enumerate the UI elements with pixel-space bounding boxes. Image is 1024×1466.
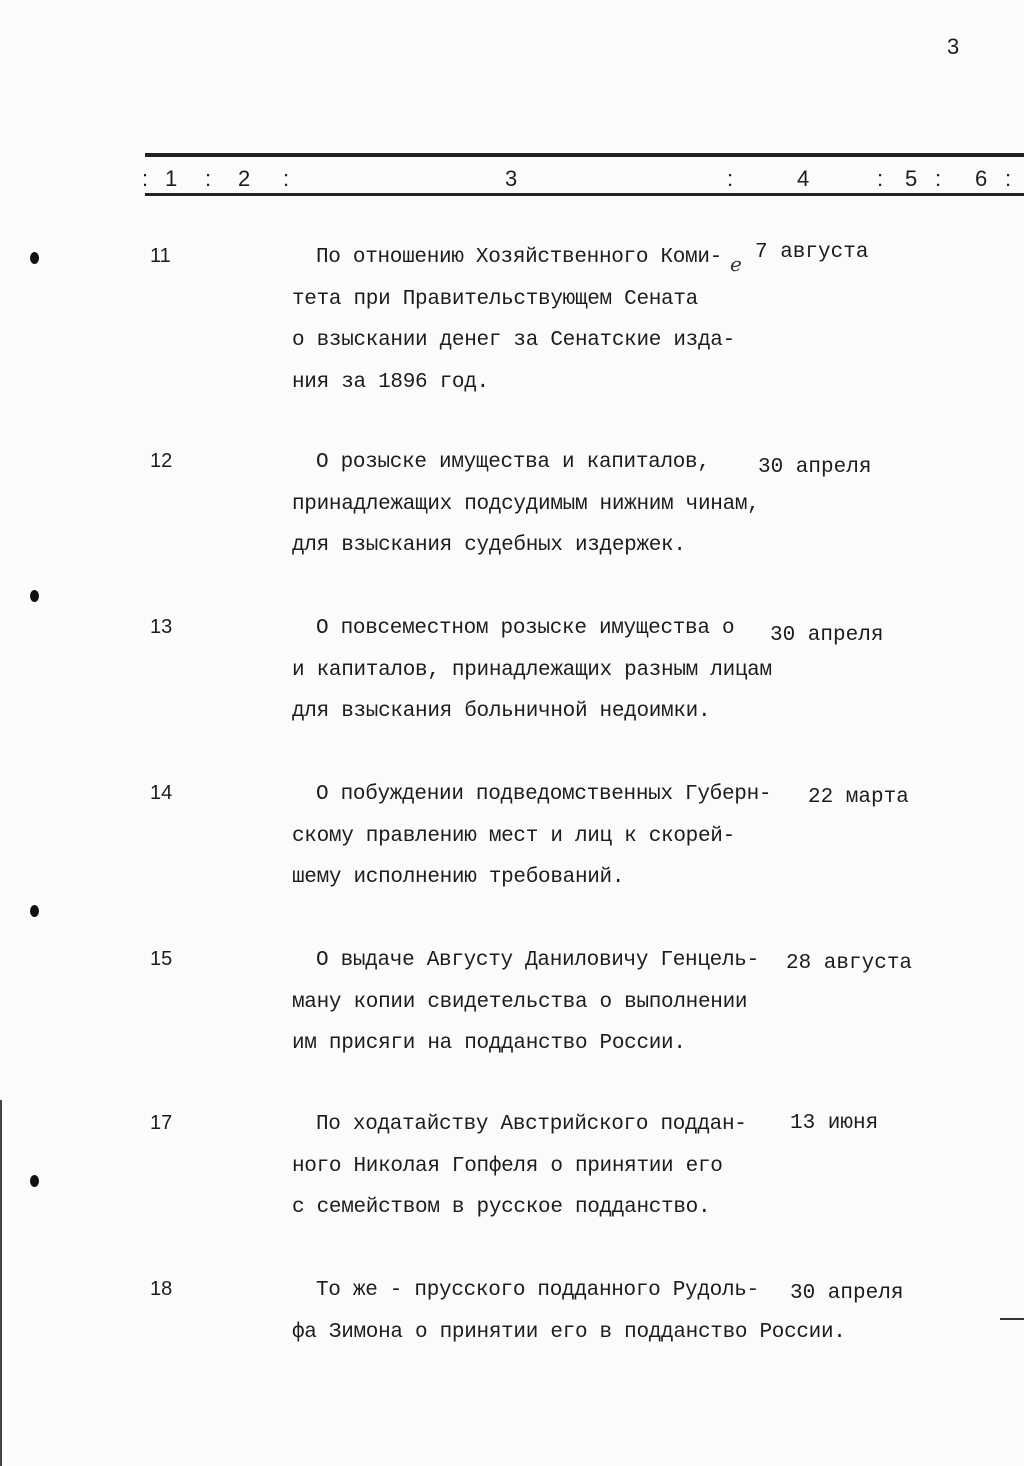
description-line: ману копии свидетельства о выполнении xyxy=(292,990,748,1014)
entry-description xyxy=(292,940,759,1065)
table-header-top-rule xyxy=(145,153,1024,157)
description-line: шему исполнению требований. xyxy=(292,866,625,889)
entry-description xyxy=(292,237,735,403)
description-line: для взыскания больничной недоимки. xyxy=(292,700,711,723)
description-line: ния за 1896 год. xyxy=(292,370,489,394)
entry-date: 30 апреля xyxy=(770,624,884,647)
description-line: По отношению Хозяйственного Коми- xyxy=(316,246,722,269)
description-line: о взыскании денег за Сенатские изда- xyxy=(292,329,735,352)
description-line: фа Зимона о принятии его в подданство России. xyxy=(292,1320,846,1344)
description-line: тета при Правительствующем Сената xyxy=(292,287,698,311)
margin-dash xyxy=(1000,1318,1024,1320)
description-line: ного Николая Гопфеля о принятии его xyxy=(292,1154,723,1178)
description-line: принадлежащих подсудимым нижним чинам, xyxy=(292,492,760,516)
handwritten-correction: е xyxy=(730,252,742,276)
entry-date: 7 августа xyxy=(755,241,869,264)
table-header-bottom-rule xyxy=(145,193,1024,196)
binding-hole-mark xyxy=(30,590,39,602)
entry-date: 30 апреля xyxy=(758,456,872,479)
entry-date: 22 марта xyxy=(808,786,909,809)
description-line: и капиталов, принадлежащих разным лицам xyxy=(292,658,772,682)
entry-number: 18 xyxy=(150,1278,173,1300)
column-header-2: 2 xyxy=(238,166,251,191)
entry-date: 30 апреля xyxy=(790,1282,904,1305)
description-line: То же - прусского подданного Рудоль- xyxy=(316,1279,759,1302)
description-line: им присяги на подданство России. xyxy=(292,1032,686,1055)
column-separator: : xyxy=(1005,166,1012,191)
column-separator: : xyxy=(935,166,942,191)
column-separator: : xyxy=(142,166,149,191)
entry-number: 12 xyxy=(150,450,173,472)
page-edge-line xyxy=(0,1100,2,1466)
entry-date: 28 августа xyxy=(786,952,913,975)
column-header-4: 4 xyxy=(797,166,810,191)
entry-number: 11 xyxy=(150,245,171,267)
column-header-5: 5 xyxy=(905,166,918,191)
column-separator: : xyxy=(205,166,212,191)
binding-hole-mark xyxy=(30,905,39,917)
entry-description xyxy=(292,442,759,567)
entry-description xyxy=(292,608,772,733)
column-separator: : xyxy=(727,166,734,191)
description-line: скому правлению мест и лиц к скорей- xyxy=(292,824,735,848)
entry-description xyxy=(292,1270,846,1353)
description-line: По ходатайству Австрийского поддан- xyxy=(316,1113,747,1136)
entry-number: 14 xyxy=(150,782,173,804)
column-header-6: 6 xyxy=(975,166,988,191)
column-header-1: 1 xyxy=(165,166,178,191)
binding-hole-mark xyxy=(30,252,39,264)
description-line: с семейством в русское подданство. xyxy=(292,1196,711,1219)
entry-number: 13 xyxy=(150,616,173,638)
description-line: О розыске имущества и капиталов, xyxy=(316,451,710,474)
entry-date: 13 июня xyxy=(790,1112,879,1135)
entry-number: 15 xyxy=(150,948,173,970)
page-number: 3 xyxy=(947,34,960,59)
description-line: О выдаче Августу Даниловичу Генцель- xyxy=(316,949,759,972)
entry-description xyxy=(292,774,771,899)
description-line: для взыскания судебных издержек. xyxy=(292,534,686,557)
binding-hole-mark xyxy=(30,1175,39,1187)
description-line: О побуждении подведомственных Губерн- xyxy=(316,783,772,806)
entry-description xyxy=(292,1104,747,1229)
description-line: О повсеместном розыске имущества о xyxy=(316,617,735,640)
column-separator: : xyxy=(877,166,884,191)
column-header-3: 3 xyxy=(505,166,518,191)
entry-number: 17 xyxy=(150,1112,173,1134)
column-separator: : xyxy=(283,166,290,191)
